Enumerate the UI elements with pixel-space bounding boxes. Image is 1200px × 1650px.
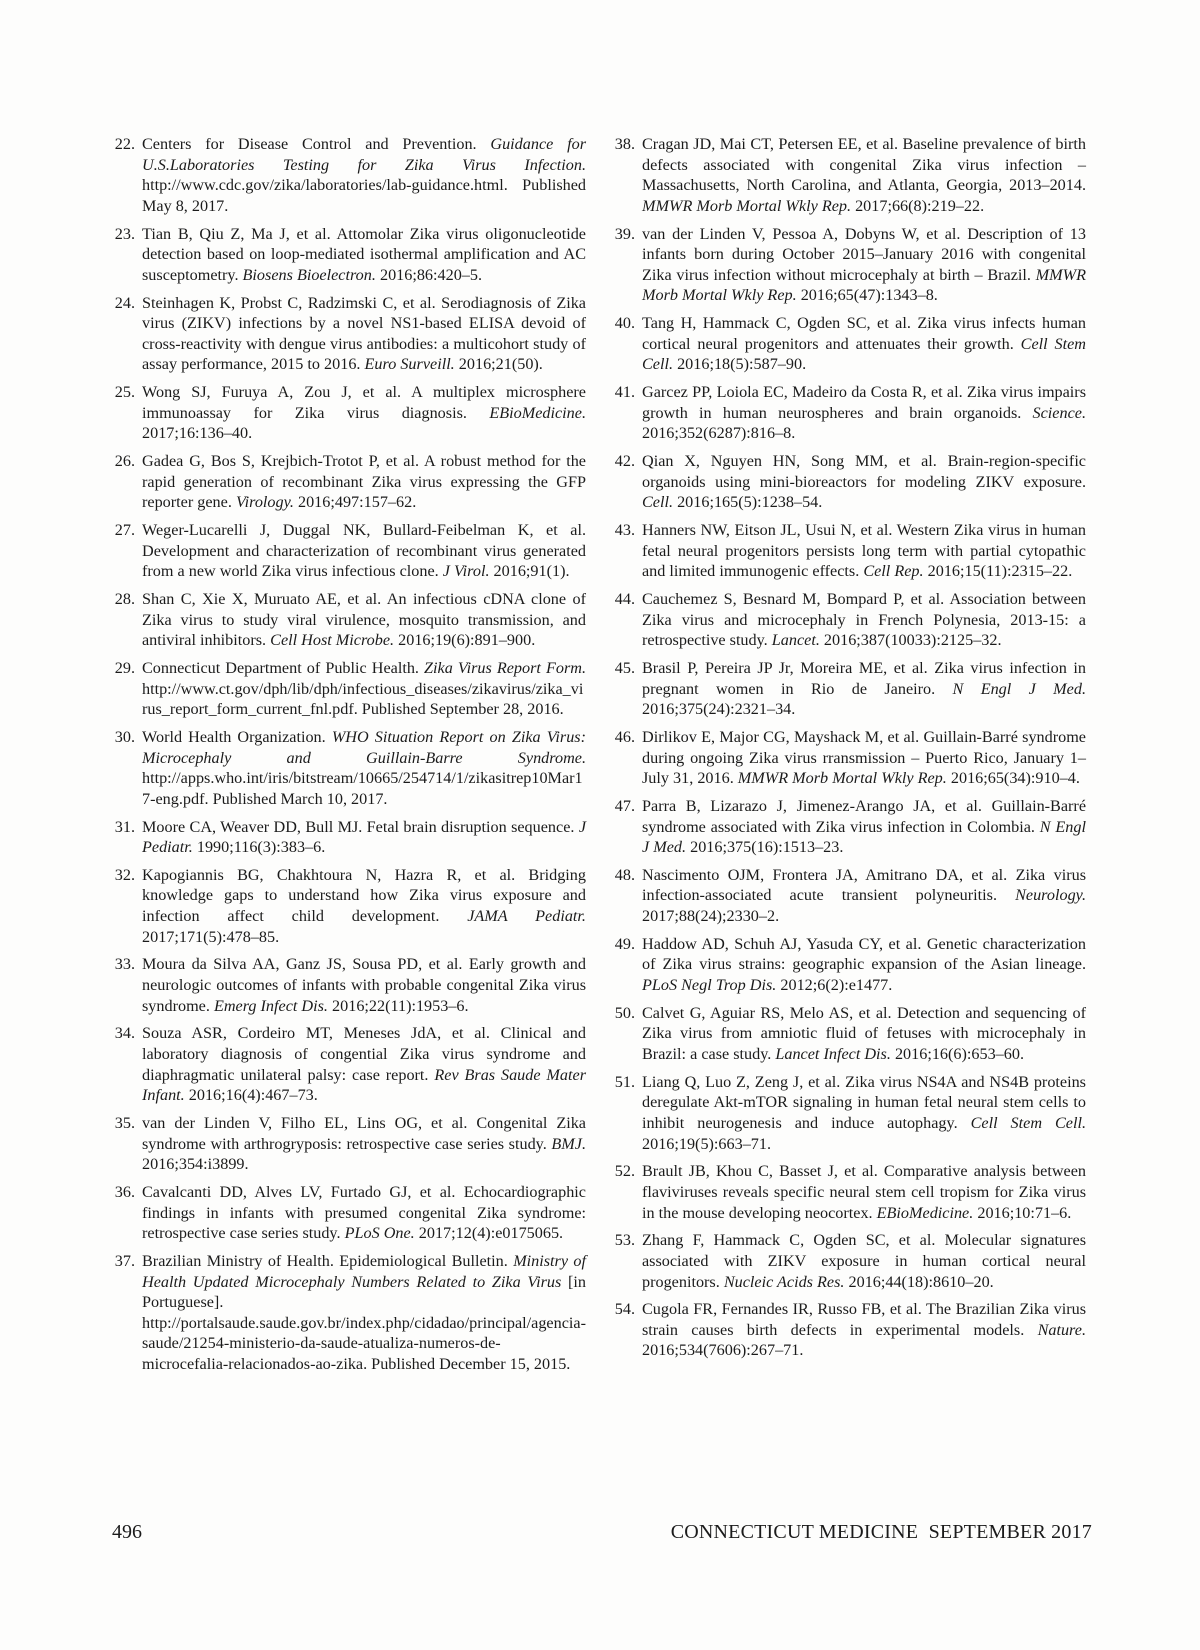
reference-text [642, 313, 1086, 375]
reference-number: 52. [614, 1162, 635, 1181]
reference-segment: 2016;19(6):891–900. [394, 631, 536, 650]
reference-segment: http://apps.who.int/iris/bitstream/10665/254714/1/zikasitrep10Mar17-eng.pdf. Published March 10, 2017. [142, 769, 583, 808]
reference-item [112, 451, 586, 513]
reference-item [612, 451, 1086, 513]
reference-text [142, 1113, 586, 1175]
reference-text [642, 934, 1086, 996]
reference-segment: Kapogiannis BG, Chakhtoura N, Hazra R, et al. Bridging knowledge gaps to understand how Zika virus exposure and infection affect child development. [142, 865, 586, 926]
reference-item [112, 954, 586, 1016]
reference-number: 31. [114, 817, 135, 836]
reference-text [142, 658, 586, 720]
reference-segment: http://www.ct.gov/dph/lib/dph/infectious_diseases/zikavirus/zika_virus_report_form_current_fnl.pdf. Published September 28, 2016. [142, 679, 584, 719]
reference-number: 47. [614, 796, 635, 815]
reference-segment: 2016;19(5):663–71. [642, 1134, 772, 1153]
reference-segment: 2016;10:71–6. [973, 1203, 1072, 1222]
reference-text [642, 1230, 1086, 1292]
reference-item [612, 1161, 1086, 1223]
reference-text [642, 796, 1086, 858]
reference-text [142, 727, 586, 809]
reference-segment: Haddow AD, Schuh AJ, Yasuda CY, et al. Genetic characterization of Zika virus strains: geographic expansion of the Asian lineage. [642, 934, 1086, 974]
reference-item [112, 865, 586, 947]
reference-segment: Nascimento OJM, Frontera JA, Amitrano DA, et al. Zika virus infection-associated acute transient polyneuritis. [642, 865, 1086, 905]
reference-number: 33. [114, 955, 135, 974]
reference-number: 23. [114, 224, 135, 243]
reference-number: 26. [114, 452, 135, 471]
reference-journal: Nucleic Acids Res. [723, 1272, 845, 1291]
reference-text [642, 1299, 1086, 1361]
reference-segment: Weger-Lucarelli J, Duggal NK, Bullard-Feibelman K, et al. Development and characterization of recombinant virus generated from a new world Zika virus infectious clone. [142, 521, 586, 581]
reference-journal: Neurology. [1015, 886, 1086, 905]
reference-journal: EBioMedicine. [489, 403, 586, 422]
reference-segment: Gadea G, Bos S, Krejbich-Trotot P, et al. A robust method for the rapid generation of recombinant Zika virus expressing the GFP reporter gene. [142, 452, 586, 512]
reference-text [142, 954, 586, 1016]
reference-item [612, 382, 1086, 444]
reference-segment: 2016;44(18):8610–20. [844, 1272, 994, 1291]
reference-item [112, 293, 586, 375]
reference-segment: 2016;65(47):1343–8. [796, 286, 938, 305]
reference-segment: Centers for Disease Control and Prevention. [142, 135, 491, 153]
reference-number: 37. [114, 1251, 135, 1270]
reference-list-right [612, 134, 1086, 1368]
reference-number: 32. [114, 865, 135, 884]
reference-item [612, 520, 1086, 582]
reference-segment: 2012;6(2):e1477. [776, 976, 893, 995]
reference-segment: Shan C, Xie X, Muruato AE, et al. An infectious cDNA clone of Zika virus to study viral virulence, mosquito transmission, and antiviral inhibitors. [142, 590, 586, 650]
reference-segment: Parra B, Lizarazo J, Jimenez-Arango JA, et al. Guillain-Barré syndrome associated with Zika virus infection in Colombia. [642, 796, 1086, 836]
reference-number: 48. [614, 865, 635, 884]
reference-text [642, 224, 1086, 306]
reference-text [142, 1251, 586, 1375]
reference-text [642, 865, 1086, 927]
reference-item [612, 313, 1086, 375]
reference-number: 29. [114, 658, 135, 677]
reference-number: 36. [114, 1182, 135, 1201]
reference-item [612, 658, 1086, 720]
reference-item [112, 817, 586, 858]
reference-number: 42. [614, 452, 635, 471]
reference-journal: Lancet Infect Dis. [775, 1045, 891, 1063]
reference-journal: Zika Virus Report Form. [424, 658, 586, 677]
reference-journal: Virology. [235, 493, 294, 512]
reference-segment: Hanners NW, Eitson JL, Usui N, et al. Western Zika virus in human fetal neural progenitors persists long term with partial cytopathic and limited immunogenic effects. [642, 521, 1086, 581]
reference-item [612, 589, 1086, 651]
reference-segment: Steinhagen K, Probst C, Radzimski C, et al. Serodiagnosis of Zika virus (ZIKV) infections by a novel NS1-based ELISA devoid of cross-reactivity with dengue virus antibodies: a multicohort study of assay performance, 2015 to 2016. [142, 293, 586, 374]
reference-journal: MMWR Morb Mortal Wkly Rep. [737, 769, 947, 788]
reference-item [112, 589, 586, 651]
reference-segment: 2016;16(4):467–73. [184, 1086, 318, 1105]
reference-journal: MMWR Morb Mortal Wkly Rep. [642, 196, 852, 215]
reference-journal: WHO Situation Report on Zika Virus: Microcephaly and Guillain-Barre Syndrome. [142, 727, 586, 767]
reference-text [642, 1072, 1086, 1154]
reference-number: 46. [614, 727, 635, 746]
reference-number: 39. [614, 224, 635, 243]
reference-item [112, 382, 586, 444]
reference-segment: Cavalcanti DD, Alves LV, Furtado GJ, et al. Echocardiographic findings in infants with presumed congenital Zika syndrome: retrospective case series study. [142, 1182, 586, 1243]
reference-text [642, 1003, 1086, 1065]
reference-text [142, 520, 586, 582]
reference-item [612, 1299, 1086, 1361]
reference-item [112, 224, 586, 286]
reference-journal: Emerg Infect Dis. [213, 996, 328, 1015]
reference-journal: Ministry of Health Updated Microcephaly Numbers Related to Zika Virus [142, 1251, 587, 1291]
reference-number: 40. [614, 314, 635, 333]
reference-item [112, 1182, 586, 1244]
reference-segment: Moore CA, Weaver DD, Bull MJ. Fetal brain disruption sequence. [142, 817, 579, 836]
reference-segment: Cauchemez S, Besnard M, Bompard P, et al. Association between Zika virus and microcephaly in French Polynesia, 2013-15: a retrospective study. [642, 590, 1086, 650]
reference-segment: 2016;65(34):910–4. [946, 769, 1080, 788]
reference-number: 24. [114, 293, 135, 312]
reference-segment: World Health Organization. [142, 727, 332, 746]
reference-number: 41. [614, 383, 635, 402]
reference-segment: Tian B, Qiu Z, Ma J, et al. Attomolar Zika virus oligonucleotide detection based on loop-mediated isothermal amplification and AC susceptometry. [142, 224, 586, 284]
reference-segment: 2017;12(4):e0175065. [414, 1224, 564, 1243]
reference-journal: Science. [1032, 403, 1086, 422]
reference-item [612, 865, 1086, 927]
reference-text [642, 520, 1086, 582]
reference-journal: Rev Bras Saude Mater Infant. [142, 1065, 586, 1105]
reference-item [612, 934, 1086, 996]
reference-number: 27. [114, 521, 135, 540]
reference-number: 22. [114, 135, 135, 153]
reference-number: 25. [114, 383, 135, 402]
reference-segment: Calvet G, Aguiar RS, Melo AS, et al. Detection and sequencing of Zika virus from amniotic fluid of fetuses with microcephaly in Brazil: a case study. [642, 1003, 1086, 1063]
reference-journal: Euro Surveill. [364, 355, 455, 374]
reference-number: 51. [614, 1072, 635, 1091]
reference-item [612, 134, 1086, 216]
reference-text [142, 589, 586, 651]
reference-journal: J Virol. [442, 562, 490, 581]
reference-number: 53. [614, 1231, 635, 1250]
reference-journal: N Engl J Med. [642, 817, 1086, 857]
reference-segment: Garcez PP, Loiola EC, Madeiro da Costa R, et al. Zika virus impairs growth in human neurospheres and brain organoids. [642, 383, 1086, 422]
reference-text [142, 224, 586, 286]
reference-number: 30. [114, 727, 135, 746]
reference-text [142, 865, 586, 947]
reference-segment: Brault JB, Khou C, Basset J, et al. Comparative analysis between flaviviruses reveals specific neural stem cell tropism for Zika virus in the mouse developing neocortex. [642, 1162, 1086, 1222]
reference-number: 45. [614, 658, 635, 677]
reference-number: 28. [114, 590, 135, 608]
reference-text [142, 382, 586, 444]
reference-segment: Brasil P, Pereira JP Jr, Moreira ME, et al. Zika virus infection in pregnant women in Rio de Janeiro. [642, 658, 1086, 698]
reference-item [612, 727, 1086, 789]
reference-journal: PLoS One. [344, 1224, 415, 1243]
reference-segment: van der Linden V, Filho EL, Lins OG, et al. Congenital Zika syndrome with arthrogryposis: retrospective case series study. [142, 1113, 586, 1153]
reference-item [612, 1072, 1086, 1154]
reference-segment: 2016;354:i3899. [142, 1155, 249, 1174]
reference-text [142, 134, 586, 216]
reference-segment: [in Portuguese]. http://portalsaude.saude.gov.br/index.php/cidadao/principal/agencia-saude/21254-ministerio-da-saude-atualiza-numeros-de-microcefalia-relacionados-ao-zika. Published December 15, 2015. [142, 1272, 586, 1373]
running-title: CONNECTICUT MEDICINE SEPTEMBER 2017 [670, 1521, 1092, 1543]
reference-segment: Dirlikov E, Major CG, Mayshack M, et al. Guillain-Barré syndrome during ongoing Zika virus rransmission – Puerto Rico, January 1–July 31, 2016. [642, 727, 1086, 788]
reference-number: 44. [614, 590, 635, 608]
reference-text [642, 382, 1086, 444]
reference-text [642, 134, 1086, 216]
reference-journal: Biosens Bioelectron. [242, 265, 376, 284]
reference-journal: Nature. [1037, 1320, 1086, 1339]
reference-segment: 2017;171(5):478–85. [142, 927, 280, 946]
reference-segment: 2017;16:136–40. [142, 424, 253, 443]
reference-item [612, 796, 1086, 858]
reference-segment: 2016;387(10033):2125–32. [819, 631, 1002, 650]
reference-segment: http://www.cdc.gov/zika/laboratories/lab-guidance.html. Published May 8, 2017. [142, 176, 586, 215]
reference-journal: Lancet. [771, 631, 820, 650]
reference-journal: Cell Host Microbe. [270, 631, 395, 650]
reference-item [612, 1003, 1086, 1065]
reference-item [112, 658, 586, 720]
page-number: 496 [112, 1521, 142, 1543]
reference-journal: Guidance for U.S.Laboratories Testing for Zika Virus Infection. [142, 135, 586, 174]
reference-segment: 2016;165(5):1238–54. [673, 493, 823, 512]
reference-number: 54. [614, 1300, 635, 1319]
reference-journal: PLoS Negl Trop Dis. [642, 976, 777, 995]
reference-segment: 2016;22(11):1953–6. [327, 996, 469, 1015]
reference-text [642, 727, 1086, 789]
reference-text [142, 817, 586, 858]
reference-journal: Cell Rep. [863, 562, 924, 581]
reference-segment: 2016;497:157–62. [293, 493, 417, 512]
reference-text [642, 658, 1086, 720]
reference-text [142, 1023, 586, 1105]
reference-segment: Zhang F, Hammack C, Ogden SC, et al. Molecular signatures associated with ZIKV exposure in human cortical neural progenitors. [642, 1231, 1086, 1291]
reference-number: 35. [114, 1113, 135, 1132]
reference-segment: Wong SJ, Furuya A, Zou J, et al. A multiplex microsphere immunoassay for Zika virus diagnosis. [142, 383, 586, 422]
reference-item [612, 224, 1086, 306]
reference-item [112, 1023, 586, 1105]
reference-segment: 2016;352(6287):816–8. [642, 424, 796, 443]
reference-journal: MMWR Morb Mortal Wkly Rep. [642, 265, 1086, 305]
reference-text [642, 1161, 1086, 1223]
reference-item [112, 1113, 586, 1175]
reference-text [642, 451, 1086, 513]
reference-segment: 2016;375(24):2321–34. [642, 700, 796, 719]
reference-segment: Liang Q, Luo Z, Zeng J, et al. Zika virus NS4A and NS4B proteins deregulate Akt-mTOR signaling in human fetal neural stem cells to inhibit neurogenesis and induce autophagy. [642, 1072, 1086, 1132]
reference-segment: 2016;15(11):2315–22. [923, 562, 1073, 581]
reference-list-left [112, 134, 586, 1382]
reference-segment: 2016;375(16):1513–23. [686, 838, 844, 857]
reference-number: 49. [614, 934, 635, 953]
reference-segment: 2016;16(6):653–60. [890, 1045, 1024, 1063]
reference-text [142, 451, 586, 513]
reference-segment: 2016;18(5):587–90. [673, 355, 807, 374]
reference-segment: Connecticut Department of Public Health. [142, 658, 425, 677]
reference-journal: BMJ. [551, 1134, 586, 1153]
reference-segment: Tang H, Hammack C, Ogden SC, et al. Zika virus infects human cortical neural progenitors and attenuates their growth. [642, 314, 1086, 353]
reference-number: 43. [614, 521, 635, 540]
reference-journal: JAMA Pediatr. [467, 907, 586, 926]
reference-segment: Cragan JD, Mai CT, Petersen EE, et al. Baseline prevalence of birth defects associated with congenital Zika virus infection – Massachusetts, North Carolina, and Atlanta, Georgia, 2013–2014. [642, 135, 1086, 195]
reference-text [142, 1182, 586, 1244]
reference-segment: 2016;86:420–5. [375, 265, 483, 284]
reference-journal: Cell Stem Cell. [642, 334, 1086, 374]
reference-segment: 2017;66(8):219–22. [851, 196, 985, 215]
reference-segment: Brazilian Ministry of Health. Epidemiological Bulletin. [142, 1251, 514, 1270]
reference-item [112, 520, 586, 582]
reference-number: 50. [614, 1003, 635, 1022]
reference-text [642, 589, 1086, 651]
reference-item [112, 1251, 586, 1375]
reference-journal: EBioMedicine. [876, 1203, 974, 1222]
reference-segment: 2016;21(50). [454, 355, 543, 374]
reference-segment: Moura da Silva AA, Ganz JS, Sousa PD, et al. Early growth and neurologic outcomes of infants with probable congenital Zika virus syndrome. [142, 955, 586, 1015]
reference-segment: Souza ASR, Cordeiro MT, Meneses JdA, et al. Clinical and laboratory diagnosis of congential Zika virus syndrome and diaphragmatic unilateral palsy: case report. [142, 1024, 586, 1084]
reference-segment: van der Linden V, Pessoa A, Dobyns W, et al. Description of 13 infants born during October 2015–January 2016 with congenital Zika virus infection without microcephaly at birth – Brazil. [642, 224, 1086, 284]
reference-number: 38. [614, 135, 635, 153]
reference-journal: Cell. [642, 493, 674, 512]
reference-item [112, 727, 586, 809]
reference-journal: N Engl J Med. [952, 679, 1086, 698]
reference-journal: Cell Stem Cell. [970, 1113, 1087, 1132]
reference-item [112, 134, 586, 216]
reference-journal: J Pediatr. [142, 817, 586, 857]
reference-text [142, 293, 586, 375]
reference-segment: 2017;88(24);2330–2. [642, 907, 780, 926]
reference-segment: Qian X, Nguyen HN, Song MM, et al. Brain-region-specific organoids using mini-bioreactors for modeling ZIKV exposure. [642, 452, 1086, 491]
reference-segment: 2016;534(7606):267–71. [642, 1341, 804, 1360]
reference-segment: Cugola FR, Fernandes IR, Russo FB, et al. The Brazilian Zika virus strain causes birth defects in experimental models. [642, 1300, 1086, 1339]
reference-segment: 1990;116(3):383–6. [192, 838, 326, 857]
reference-number: 34. [114, 1024, 135, 1043]
reference-segment: 2016;91(1). [489, 562, 570, 581]
reference-item [612, 1230, 1086, 1292]
